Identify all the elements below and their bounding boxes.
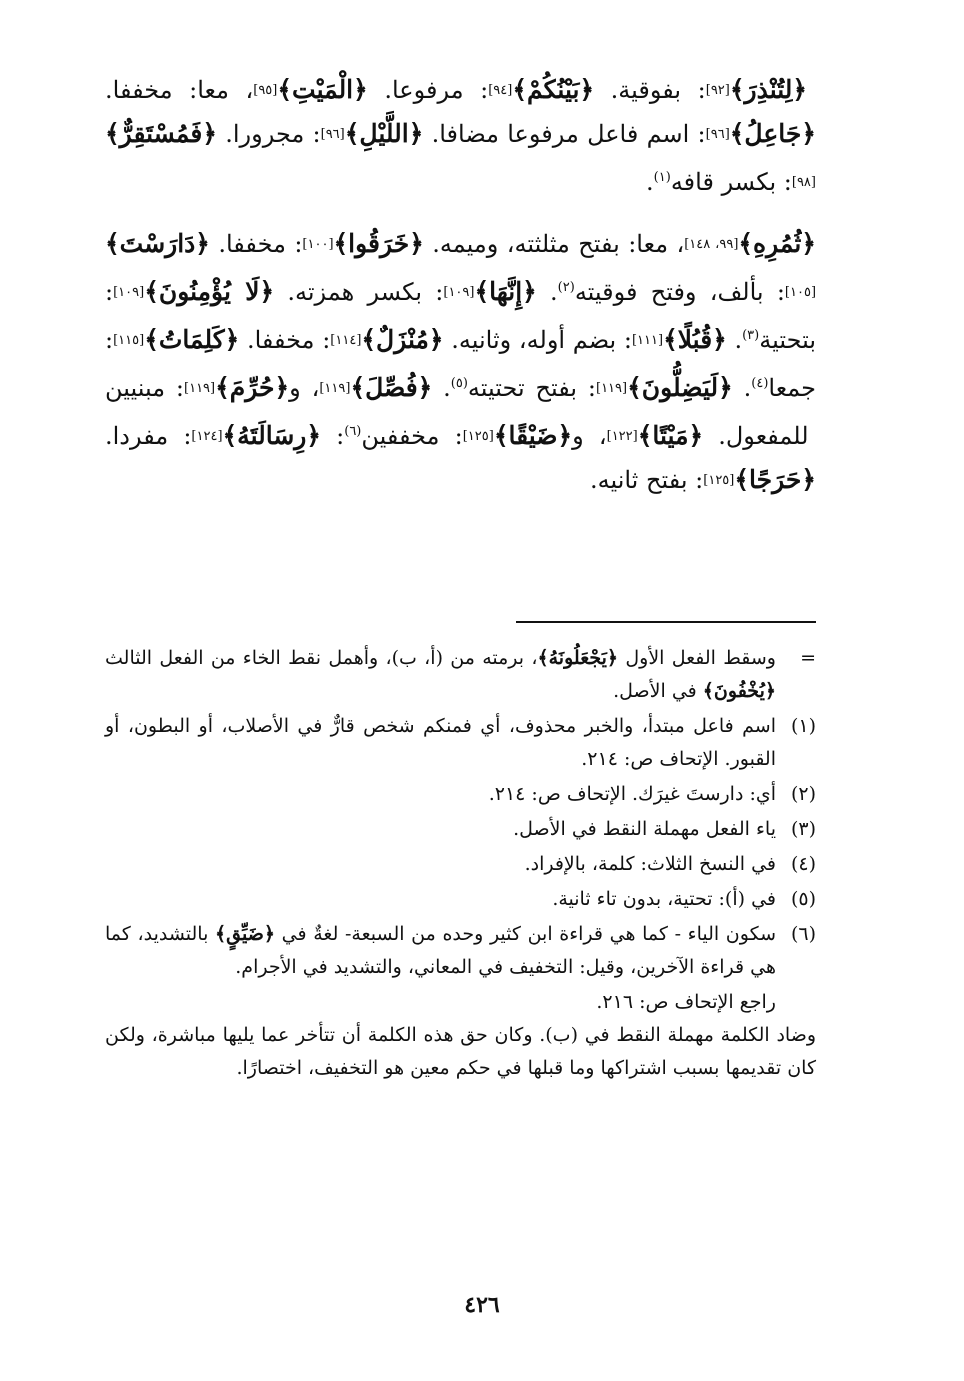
note-text: : مبنيين للمفعول. xyxy=(105,374,809,450)
verse-ref: [١٢٥] xyxy=(703,473,735,488)
verse-ref: [١٠٩] xyxy=(113,285,145,300)
verse-ref: [١٢٤] xyxy=(191,429,223,444)
footnote-4 xyxy=(105,848,816,881)
quran-word: ﴿ضَيِّقٍ﴾ xyxy=(215,923,276,945)
quran-word: ﴿اللَّيْلِ﴾ xyxy=(344,119,424,148)
quran-word: ﴿دَارَسْتَ﴾ xyxy=(105,229,210,258)
footnote-marker: (٣) xyxy=(742,328,760,343)
verse-ref: [١٠٠] xyxy=(302,237,334,252)
quran-word: ﴿يُخْفُونَ﴾ xyxy=(702,680,776,702)
footnote-marker: (٥) xyxy=(450,376,468,391)
footnote-number: (٤) xyxy=(790,853,816,875)
quran-word: ﴿لِتُنْذِرَ﴾ xyxy=(729,75,808,104)
note-text: ، معا: بفتح مثلثته، وميمه. xyxy=(423,230,685,258)
verse-ref: [١١٩] xyxy=(319,381,351,396)
verse-ref: [٩٦] xyxy=(320,127,345,142)
footnote-text: ياء الفعل مهملة النقط في الأصل. xyxy=(513,818,776,840)
quran-word: ﴿حَرَجًا﴾ xyxy=(734,465,816,494)
text-segment: وسقط الفعل الأول xyxy=(618,647,776,669)
verse-ref: [٩٤] xyxy=(488,83,513,98)
note-text: ، و xyxy=(572,422,607,450)
quran-word: ﴿مُنْزَلٌ﴾ xyxy=(361,325,444,354)
quran-word: ﴿مَيْتًا﴾ xyxy=(637,421,704,450)
footnote-text: في النسخ الثلاث: كلمة، بالإفراد. xyxy=(524,853,776,875)
note-text: : بفتح ثانيه. xyxy=(589,466,704,494)
note-text: : مخففين xyxy=(361,422,463,450)
note-text: : بفتح تحتيته xyxy=(467,374,596,402)
verse-ref: [٩٥] xyxy=(253,83,278,98)
footnote-marker: (٤) xyxy=(751,376,769,391)
footnote-6 xyxy=(105,918,816,984)
note-text: ، معا: مخففا. xyxy=(105,76,254,104)
footnote-2 xyxy=(105,778,816,811)
note-text: : جمعا xyxy=(105,326,817,402)
quran-word: ﴿كَلِمَاتُ﴾ xyxy=(144,325,240,354)
footnote-3 xyxy=(105,813,816,846)
footnote-text: في (أ): تحتية، بدون تاء ثانية. xyxy=(552,888,776,910)
footnote-marker: (٢) xyxy=(557,280,575,295)
note-text: ، و xyxy=(289,374,320,402)
quran-word: ﴿لَا يُؤْمِنُونَ﴾ xyxy=(144,277,275,306)
quran-word: ﴿ضَيْقًا﴾ xyxy=(493,421,573,450)
verse-ref: [٩٨] xyxy=(791,175,816,190)
quran-word: ﴿فَمُسْتَقِرٌّ﴾ xyxy=(105,119,217,148)
text-segment: سكون الياء - كما هي قراءة ابن كثير وحده من السبعة- لغةٌ في xyxy=(275,923,776,945)
verse-ref: [٩٦] xyxy=(705,127,730,142)
footnote-number: (٣) xyxy=(790,818,816,840)
footnote-number: (١) xyxy=(790,715,816,737)
paragraph-1 xyxy=(105,68,816,204)
verse-ref: [١١١] xyxy=(631,333,664,348)
punctuation: . xyxy=(646,168,654,196)
verse-ref: [٩٩، ١٤٨] xyxy=(684,237,739,252)
verse-ref: [٩٢] xyxy=(705,83,730,98)
continuation-mark: = xyxy=(800,647,816,669)
quran-word: ﴿خَرَقُوا﴾ xyxy=(333,229,424,258)
verse-ref: [١٠٥] xyxy=(784,285,817,300)
footnote-divider xyxy=(516,621,816,623)
punctuation: : xyxy=(321,422,345,450)
note-text: : بتحتية xyxy=(105,278,816,354)
note-text: : مفردا. xyxy=(105,422,192,450)
note-text: : بكسر قافه xyxy=(670,168,792,196)
punctuation: . xyxy=(732,374,752,402)
text-segment: بالتشديد، كما هي قراءة الآخرين، وقيل: التخفيف في المعاني، والتشديد في الأجرام. xyxy=(105,923,776,978)
punctuation: . xyxy=(432,374,451,402)
verse-ref: [١٢٢] xyxy=(606,429,638,444)
punctuation: . xyxy=(536,278,558,306)
note-text: : مرفوعا. xyxy=(367,76,489,104)
note-text: : مجرورا. xyxy=(217,120,321,148)
main-text xyxy=(105,68,816,502)
quran-word: ﴿إِنَّهَا﴾ xyxy=(474,277,537,306)
page-number: ٤٢٦ xyxy=(464,1292,500,1318)
footnote-text: اسم فاعل مبتدأ، والخبر محذوف، أي فمنكم شخص قارٌّ في الأصلاب، أو البطون، أو القبور. الإتحاف ص: ٢١٤. xyxy=(105,715,776,770)
footnote-text: أي: دارستَ غيرَك. الإتحاف ص: ٢١٤. xyxy=(488,783,776,805)
quran-word: ﴿يَجْعَلُونَهُ﴾ xyxy=(537,647,619,669)
footnote-6-extra: وضاد الكلمة مهملة النقط في (ب). وكان حق هذه الكلمة أن تتأخر عما يليها مباشرة، ولكن كان تقديمها بسبب اشتراكها وما قبلها في حكم معين هو التخفيف، اختصارًا. xyxy=(105,1024,816,1079)
verse-ref: [١١٩] xyxy=(595,381,628,396)
quran-word: ﴿بَيْنُكُمْ﴾ xyxy=(512,75,595,104)
paragraph-2 xyxy=(105,222,816,502)
verse-ref: [١١٩] xyxy=(184,381,216,396)
footnotes xyxy=(105,642,816,1085)
footnote-number: (٦) xyxy=(790,923,816,945)
note-text: : اسم فاعل مرفوعا مضافا. xyxy=(423,120,706,148)
quran-word: ﴿فُصِّلَ﴾ xyxy=(350,373,433,402)
quran-word: ﴿رِسَالَتَهُ﴾ xyxy=(222,421,322,450)
text-segment: في الأصل. xyxy=(613,680,703,702)
quran-word: ﴿قُبُلًا﴾ xyxy=(663,325,727,354)
verse-ref: [١٢٥] xyxy=(462,429,494,444)
note-text: : مخففا. xyxy=(209,230,303,258)
verse-ref: [١١٥] xyxy=(113,333,145,348)
verse-ref: [١١٤] xyxy=(330,333,362,348)
text-segment: ، برمته من (أ، ب)، وأهمل نقط الخاء من الفعل الثالث xyxy=(105,647,538,669)
footnote-continuation xyxy=(105,642,816,708)
note-text: : بألف، وفتح فوقيته xyxy=(574,278,785,306)
footnote-6-reference: راجع الإتحاف ص: ٢١٦. xyxy=(596,991,776,1013)
footnote-number: (٥) xyxy=(790,888,816,910)
footnote-marker: (٦) xyxy=(344,424,362,439)
note-text: : مخففا. xyxy=(239,326,331,354)
note-text: : بضم أوله، وثانيه. xyxy=(443,326,632,354)
footnote-1 xyxy=(105,710,816,776)
footnote-marker: (١) xyxy=(653,170,671,185)
footnote-text xyxy=(105,918,776,984)
quran-word: ﴿حُرِّمَ﴾ xyxy=(215,373,290,402)
footnote-text xyxy=(105,642,776,708)
quran-word: ﴿الْمَيْتِ﴾ xyxy=(277,75,368,104)
note-text: : بكسر همزته. xyxy=(274,278,444,306)
verse-ref: [١٠٩] xyxy=(443,285,475,300)
footnote-5 xyxy=(105,883,816,916)
punctuation: . xyxy=(726,326,743,354)
quran-word: ﴿لَيَضِلُّونَ﴾ xyxy=(627,373,733,402)
quran-word: ﴿جَاعِلُ﴾ xyxy=(729,119,816,148)
footnote-number: (٢) xyxy=(790,783,816,805)
note-text: : بفوقية. xyxy=(594,76,706,104)
quran-word: ﴿ثُمُرِهِ﴾ xyxy=(738,229,816,258)
